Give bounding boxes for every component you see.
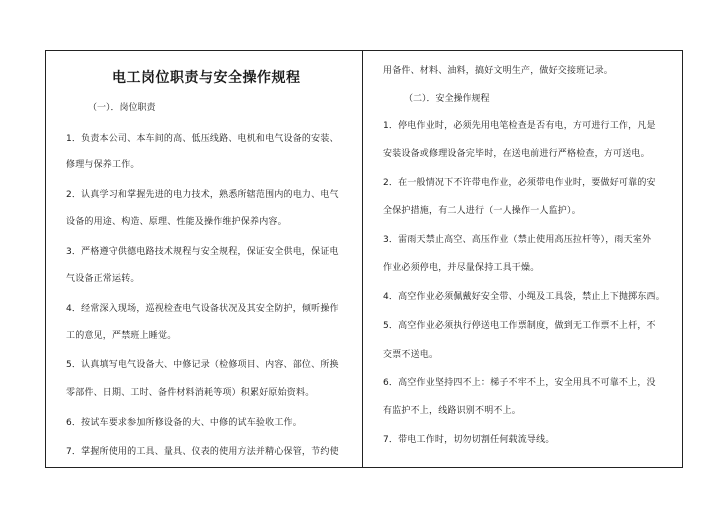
left-line: 零部件、日期、工时、备件材料消耗等项）积累好原始资料。: [66, 388, 315, 398]
right-line: 2．在一般情况下不许带电作业，必须带电作业时，要做好可靠的安: [383, 178, 656, 188]
left-line: 7．掌握所使用的工具、量具、仪表的使用方法并精心保管，节约使: [66, 447, 339, 457]
left-line: 设备的用途、构造、原理、性能及操作维护保养内容。: [66, 217, 287, 227]
section-heading-safety: （二）．安全操作规程: [404, 94, 490, 104]
right-line: 用备件、材料、油料，搞好文明生产，做好交接班记录。: [383, 66, 614, 76]
column-divider: [362, 50, 363, 468]
left-line: 修理与保养工作。: [66, 160, 140, 170]
left-line: 工的意见，严禁班上睡觉。: [66, 331, 177, 341]
right-line: 作业必须停电，并尽量保持工具干燥。: [383, 263, 540, 273]
left-line: 6．按试车要求参加所修设备的大、中修的试车验收工作。: [66, 418, 302, 428]
right-line: 有监护不上，线路识别不明不上。: [383, 406, 522, 416]
right-line: 4．高空作业必须佩戴好安全带、小绳及工具袋，禁止上下抛掷东西。: [383, 292, 665, 302]
left-line: 2．认真学习和掌握先进的电力技术，熟悉所辖范围内的电力、电气: [66, 190, 339, 200]
right-line: 3．雷雨天禁止高空、高压作业（禁止使用高压拉杆等），雨天室外: [383, 235, 652, 245]
right-line: 5．高空作业必须执行停送电工作票制度，做到无工作票不上杆，不: [383, 321, 656, 331]
right-line: 交票不送电。: [383, 350, 439, 360]
right-line: 7．带电工作时，切勿切割任何载流导线。: [383, 435, 555, 445]
left-line: 5．认真填写电气设备大、中修记录（检修项目、内容、部位、所换: [66, 360, 339, 370]
section-heading-duties: （一）．岗位职责: [88, 103, 156, 113]
right-line: 全保护措施，有二人进行（一人操作一人监护）。: [383, 206, 581, 216]
right-line: 1．停电作业时，必须先用电笔检查是否有电，方可进行工作，凡是: [383, 121, 656, 131]
right-line: 6．高空作业坚持四不上：梯子不牢不上，安全用具不可靠不上，没: [383, 378, 656, 388]
left-line: 气设备正常运转。: [66, 274, 140, 284]
left-line: 4．经常深入现场，巡视检查电气设备状况及其安全防护，倾听操作: [66, 304, 339, 314]
left-line: 3．严格遵守供德电路技术规程与安全规程，保证安全供电，保证电: [66, 247, 339, 257]
right-line: 安装设备或修理设备完毕时，在送电前进行严格检查，方可送电。: [383, 149, 650, 159]
left-line: 1．负责本公司、本车间的高、低压线路、电机和电气设备的安装、: [66, 134, 339, 144]
document-title: 电工岗位职责与安全操作规程: [112, 70, 301, 86]
